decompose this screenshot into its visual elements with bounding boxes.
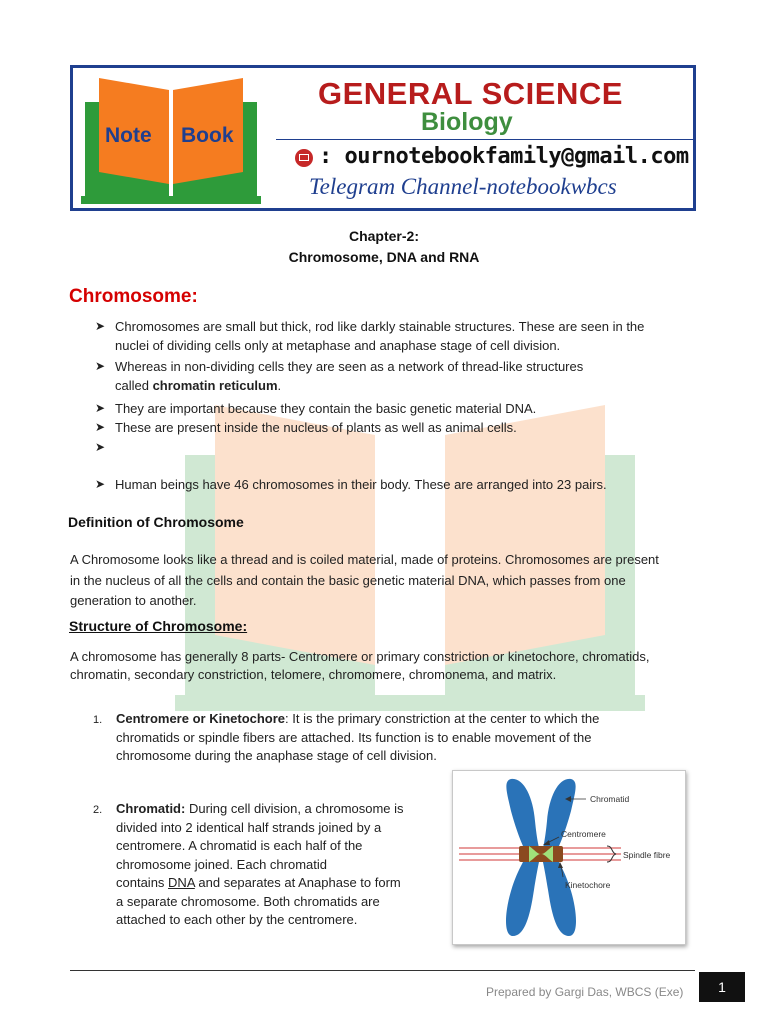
list-item-centromere	[116, 710, 706, 766]
bullet-text: Whereas in non-dividing cells they are seen as a network of thread-like structures	[115, 359, 584, 374]
item-text: During cell division, a chromosome is	[185, 801, 404, 816]
item-text: chromosome joined. Each chromatid	[116, 856, 327, 872]
arrow-bullet-icon: ➤	[95, 420, 106, 434]
label-spindle-fibre: Spindle fibre	[623, 850, 671, 860]
arrow-bullet-icon: ➤	[95, 440, 106, 454]
item-text: chromatids or spindle fibers are attached. Its function is to enable movement of the	[116, 729, 592, 745]
arrow-bullet-icon: ➤	[95, 319, 106, 333]
bold-term: chromatin reticulum	[152, 378, 278, 393]
header-divider	[276, 139, 696, 140]
logo-word-note: Note	[105, 124, 152, 147]
item-text: divided into 2 identical half strands joined by a	[116, 819, 382, 835]
list-number: 1.	[93, 714, 103, 726]
item-text: and separates at Anaphase to form	[194, 875, 401, 890]
bullet-text: They are important because they contain the basic genetic material DNA.	[115, 401, 537, 416]
page-number: 1	[699, 972, 745, 1002]
structure-heading: Structure of Chromosome:	[69, 618, 248, 634]
paragraph-line: A chromosome has generally 8 parts- Centromere or primary constriction or kinetochore, chromatids,	[70, 649, 650, 664]
bullet-text: Human beings have 46 chromosomes in their body. These are arranged into 23 pairs.	[115, 477, 607, 492]
header-email[interactable]: : ournotebookfamily@gmail.com	[319, 144, 689, 169]
item-text: a separate chromosome. Both chromatids are	[116, 893, 380, 909]
arrow-bullet-icon: ➤	[95, 401, 106, 415]
arrow-bullet-icon: ➤	[95, 359, 106, 373]
header-banner	[70, 65, 696, 211]
header-telegram[interactable]: Telegram Channel-notebookwbcs	[309, 174, 617, 199]
paragraph-line: A Chromosome looks like a thread and is coiled material, made of proteins. Chromosomes are present	[70, 552, 659, 567]
label-chromatid: Chromatid	[590, 794, 630, 804]
logo-word-book: Book	[181, 124, 234, 147]
structure-paragraph	[70, 648, 700, 684]
label-centromere: Centromere	[561, 829, 606, 839]
paragraph-line: generation to another.	[70, 593, 197, 608]
paragraph-line: chromatin, secondary constriction, telomere, chromomere, chromonema, and matrix.	[70, 667, 557, 682]
definition-heading: Definition of Chromosome	[68, 514, 244, 530]
bullet-text: Chromosomes are small but thick, rod like darkly stainable structures. These are seen in the	[115, 319, 645, 334]
item-text: contains	[116, 875, 169, 890]
header-title: GENERAL SCIENCE	[318, 76, 623, 111]
mail-icon	[295, 149, 313, 167]
bullet-text: .	[277, 378, 282, 393]
chromosome-diagram	[453, 771, 685, 944]
chapter-number: Chapter-2:	[348, 228, 419, 244]
list-number: 2.	[93, 804, 103, 816]
bullet-text: These are present inside the nucleus of plants as well as animal cells.	[115, 420, 517, 435]
item-text: centromere. A chromatid is each half of the	[116, 838, 363, 853]
definition-paragraph	[70, 550, 700, 612]
bold-term: Chromatid:	[116, 801, 186, 816]
item-text: : It is the primary constriction at the center to which the	[285, 711, 600, 726]
paragraph-line: in the nucleus of all the cells and contain the basic genetic material DNA, which passes from one	[70, 572, 626, 588]
item-text: attached to each other by the centromere.	[116, 912, 358, 927]
arrow-bullet-icon: ➤	[95, 477, 106, 491]
label-kinetochore: Kinetochore	[565, 880, 611, 890]
bullet-text: nuclei of dividing cells only at metaphase and anaphase stage of cell division.	[115, 338, 561, 353]
chromosome-figure	[452, 770, 686, 945]
item-text: chromosome during the anaphase stage of cell division.	[116, 748, 437, 763]
section-title: Chromosome:	[69, 286, 198, 307]
bold-term: Centromere or Kinetochore	[116, 711, 286, 726]
dna-link[interactable]: DNA	[168, 875, 195, 890]
footer-author: Prepared by Gargi Das, WBCS (Exe)	[486, 985, 684, 999]
footer-divider	[70, 970, 695, 971]
bullet-text: called	[115, 378, 153, 393]
list-item-chromatid	[116, 800, 446, 930]
chapter-title: Chromosome, DNA and RNA	[288, 249, 480, 265]
header-subtitle: Biology	[421, 108, 513, 136]
